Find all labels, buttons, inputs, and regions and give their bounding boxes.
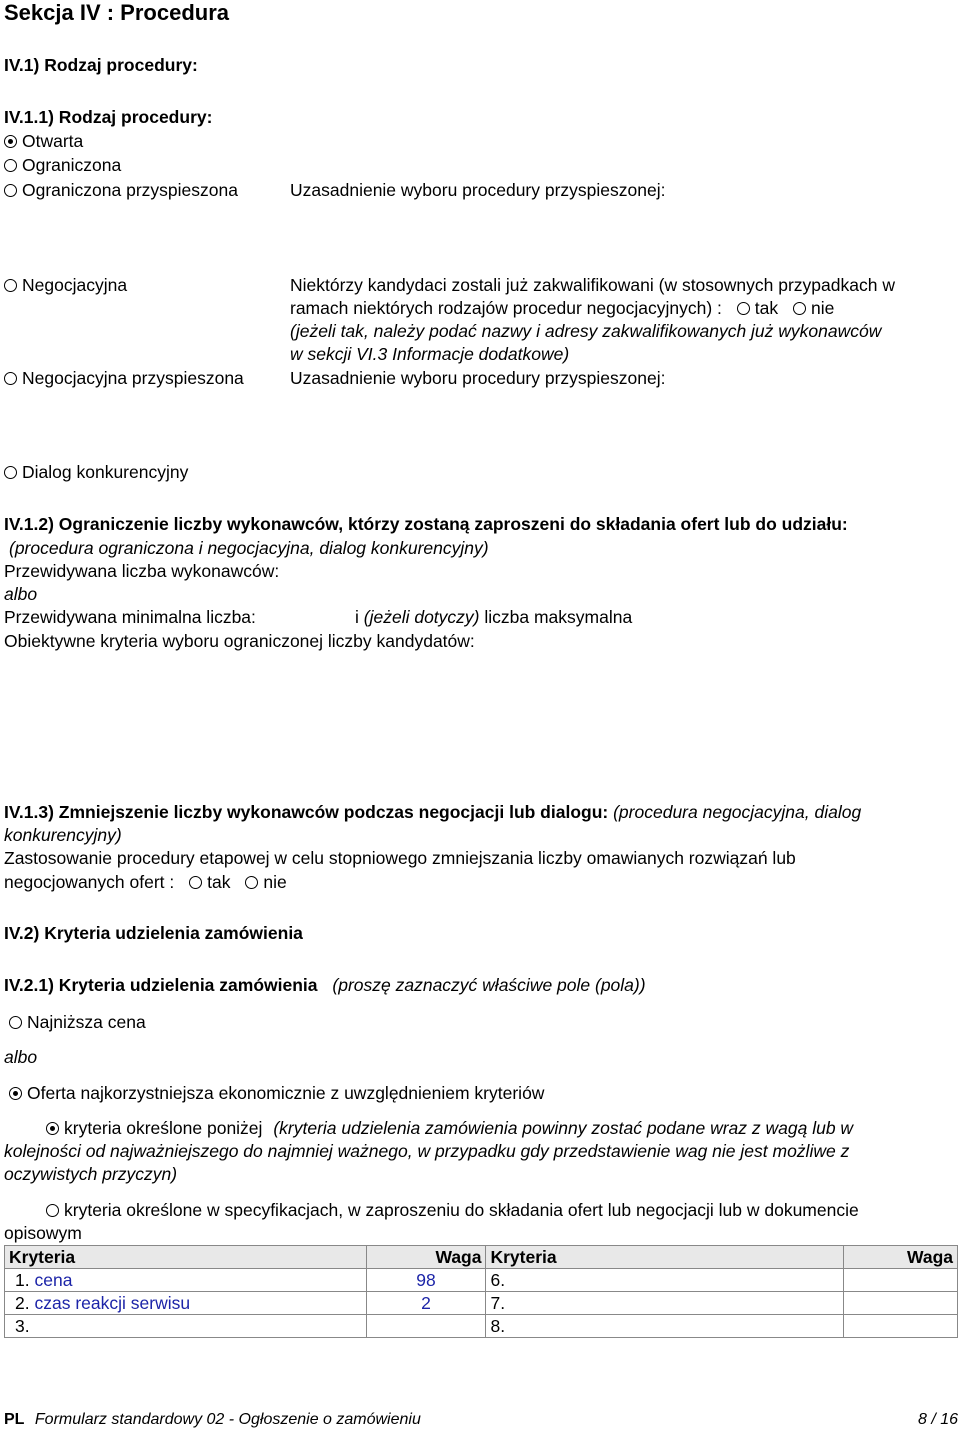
jezeli-dotyczy: (jeżeli dotyczy) — [363, 607, 480, 627]
col-header-kryteria: Kryteria — [486, 1246, 844, 1269]
criteria-table-header — [5, 1246, 958, 1269]
row-number: 7. — [490, 1293, 506, 1313]
option-kryteria-specyfikacje[interactable] — [46, 1199, 859, 1222]
negoc-note-1: (jeżeli tak, należy podać nazwy i adresy zakwalifikowanych już wykonawców — [290, 321, 882, 341]
criterion-cell — [5, 1292, 367, 1315]
option-negocjacyjna-przyspieszona-label: Negocjacyjna przyspieszona — [22, 368, 244, 388]
kryteria-spec-label-1: kryteria określone w specyfikacjach, w zaproszeniu do składania ofert lub negocjacji lub w dokumencie — [64, 1200, 859, 1220]
criterion-cell — [486, 1315, 844, 1338]
iv11-title: IV.1.1) Rodzaj procedury: — [4, 107, 213, 127]
nie-label: nie — [263, 872, 287, 892]
option-dialog-label: Dialog konkurencyjny — [22, 462, 189, 482]
option-ograniczona-label: Ograniczona — [22, 155, 122, 175]
i-label: i — [355, 607, 359, 627]
uzasadnienie-label-2: Uzasadnienie wyboru procedury przyspieszonej: — [290, 368, 666, 388]
table-row — [5, 1292, 958, 1315]
weight-cell — [844, 1292, 958, 1315]
uzasadnienie-label-1: Uzasadnienie wyboru procedury przyspieszonej: — [290, 180, 666, 200]
radio-selected-icon[interactable] — [9, 1087, 22, 1100]
radio-empty-icon[interactable] — [737, 302, 750, 315]
option-negocjacyjna-label: Negocjacyjna — [22, 275, 128, 295]
iv13-note-1: (procedura negocjacyjna, dialog — [613, 802, 862, 822]
criterion-name: czas reakcji serwisu — [34, 1293, 191, 1313]
radio-empty-icon[interactable] — [245, 876, 258, 889]
table-row — [5, 1315, 958, 1338]
option-negocjacyjna[interactable] — [4, 274, 127, 297]
iv13-text-2-line — [4, 871, 287, 894]
row-number: 3. — [15, 1316, 30, 1336]
radio-selected-icon[interactable] — [4, 135, 17, 148]
iv12-title: IV.1.2) Ograniczenie liczby wykonawców, którzy zostaną zaproszeni do składania ofert lub do udziału: — [4, 514, 848, 534]
radio-empty-icon[interactable] — [46, 1204, 59, 1217]
kryteria-ponizej-label: kryteria określone poniżej — [64, 1118, 263, 1138]
row-number: 2. — [15, 1293, 30, 1313]
footer-lang: PL — [4, 1411, 25, 1428]
option-najnizsza-cena[interactable] — [9, 1011, 146, 1034]
radio-selected-icon[interactable] — [46, 1122, 59, 1135]
footer-page-number: 8 / 16 — [917, 1411, 958, 1428]
option-ograniczona[interactable] — [4, 154, 121, 177]
radio-empty-icon[interactable] — [9, 1016, 22, 1029]
iv21-note: (proszę zaznaczyć właściwe pole (pola)) — [332, 975, 646, 995]
row-number: 1. — [15, 1270, 30, 1290]
negoc-note-2: w sekcji VI.3 Informacje dodatkowe) — [290, 344, 570, 364]
kryteria-spec-label-2: opisowym — [4, 1223, 82, 1243]
option-oferta-najkorzystniejsza[interactable] — [9, 1082, 544, 1105]
negoc-text-2: ramach niektórych rodzajów procedur negocjacyjnych) : — [290, 298, 722, 318]
tak-label: tak — [207, 872, 231, 892]
section-title: Sekcja IV : Procedura — [4, 0, 229, 25]
kryteria-ponizej-note-1: (kryteria udzielenia zamówienia powinny zostać podane wraz z wagą lub w — [273, 1118, 854, 1138]
radio-empty-icon[interactable] — [4, 279, 17, 292]
criterion-cell — [5, 1269, 367, 1292]
kryteria-ponizej-note-2: kolejności od najważniejszego do najmniej ważnego, w przypadku gdy przedstawienie wag nie jest możliwe z — [4, 1141, 850, 1161]
criterion-name: cena — [34, 1270, 73, 1290]
iv13-title: IV.1.3) Zmniejszenie liczby wykonawców podczas negocjacji lub dialogu: — [4, 802, 609, 822]
radio-empty-icon[interactable] — [4, 159, 17, 172]
criterion-cell — [5, 1315, 367, 1338]
tak-label: tak — [754, 298, 779, 318]
przewidywana-liczba: Przewidywana liczba wykonawców: — [4, 561, 280, 581]
nie-label: nie — [810, 298, 835, 318]
przewidywana-min: Przewidywana minimalna liczba: — [4, 607, 256, 627]
option-otwarta-label: Otwarta — [22, 131, 84, 151]
weight-cell: 2 — [366, 1292, 486, 1315]
min-max-line — [355, 606, 632, 629]
row-number: 8. — [490, 1316, 506, 1336]
row-number: 6. — [490, 1270, 506, 1290]
page-footer — [4, 1408, 958, 1431]
radio-empty-icon[interactable] — [189, 876, 202, 889]
kryteria-ponizej-note-3: oczywistych przyczyn) — [4, 1164, 178, 1184]
col-header-kryteria: Kryteria — [5, 1246, 367, 1269]
option-otwarta[interactable] — [4, 130, 83, 153]
weight-cell — [366, 1315, 486, 1338]
liczba-max: liczba maksymalna — [484, 607, 633, 627]
albo-1: albo — [4, 584, 38, 604]
najnizsza-cena-label: Najniższa cena — [27, 1012, 146, 1032]
oferta-najkorzystniejsza-label: Oferta najkorzystniejsza ekonomicznie z uwzględnieniem kryteriów — [27, 1083, 545, 1103]
iv2-title: IV.2) Kryteria udzielenia zamówienia — [4, 923, 303, 943]
radio-empty-icon[interactable] — [793, 302, 806, 315]
weight-cell — [844, 1315, 958, 1338]
iv13-text-1: Zastosowanie procedury etapowej w celu stopniowego zmniejszania liczby omawianych rozwiązań lub — [4, 848, 796, 868]
iv13-note-2: konkurencyjny) — [4, 825, 122, 845]
weight-cell: 98 — [366, 1269, 486, 1292]
negoc-text-2-line — [290, 297, 834, 320]
iv21-title: IV.2.1) Kryteria udzielenia zamówienia — [4, 975, 318, 995]
negoc-text-1: Niektórzy kandydaci zostali już zakwalifikowani (w stosownych przypadkach w — [290, 275, 895, 295]
radio-empty-icon[interactable] — [4, 466, 17, 479]
option-ograniczona-przyspieszona[interactable] — [4, 179, 238, 202]
radio-empty-icon[interactable] — [4, 372, 17, 385]
weight-cell — [844, 1269, 958, 1292]
criterion-cell — [486, 1269, 844, 1292]
col-header-waga: Waga — [366, 1246, 486, 1269]
option-negocjacyjna-przyspieszona[interactable] — [4, 367, 244, 390]
iv1-title: IV.1) Rodzaj procedury: — [4, 55, 198, 75]
option-dialog[interactable] — [4, 461, 188, 484]
iv21-line — [4, 974, 646, 997]
col-header-waga: Waga — [844, 1246, 958, 1269]
table-row — [5, 1269, 958, 1292]
obiektywne-kryteria: Obiektywne kryteria wyboru ograniczonej liczby kandydatów: — [4, 631, 475, 651]
criterion-cell — [486, 1292, 844, 1315]
iv13-line-1 — [4, 801, 861, 824]
albo-2: albo — [4, 1047, 38, 1067]
option-ograniczona-przyspieszona-label: Ograniczona przyspieszona — [22, 180, 238, 200]
footer-form-name: Formularz standardowy 02 - Ogłoszenie o zamówieniu — [34, 1411, 421, 1428]
radio-empty-icon[interactable] — [4, 184, 17, 197]
iv12-note: (procedura ograniczona i negocjacyjna, dialog konkurencyjny) — [9, 538, 489, 558]
iv13-text-2: negocjowanych ofert : — [4, 872, 175, 892]
criteria-table — [4, 1245, 958, 1338]
option-kryteria-ponizej[interactable] — [46, 1117, 853, 1140]
